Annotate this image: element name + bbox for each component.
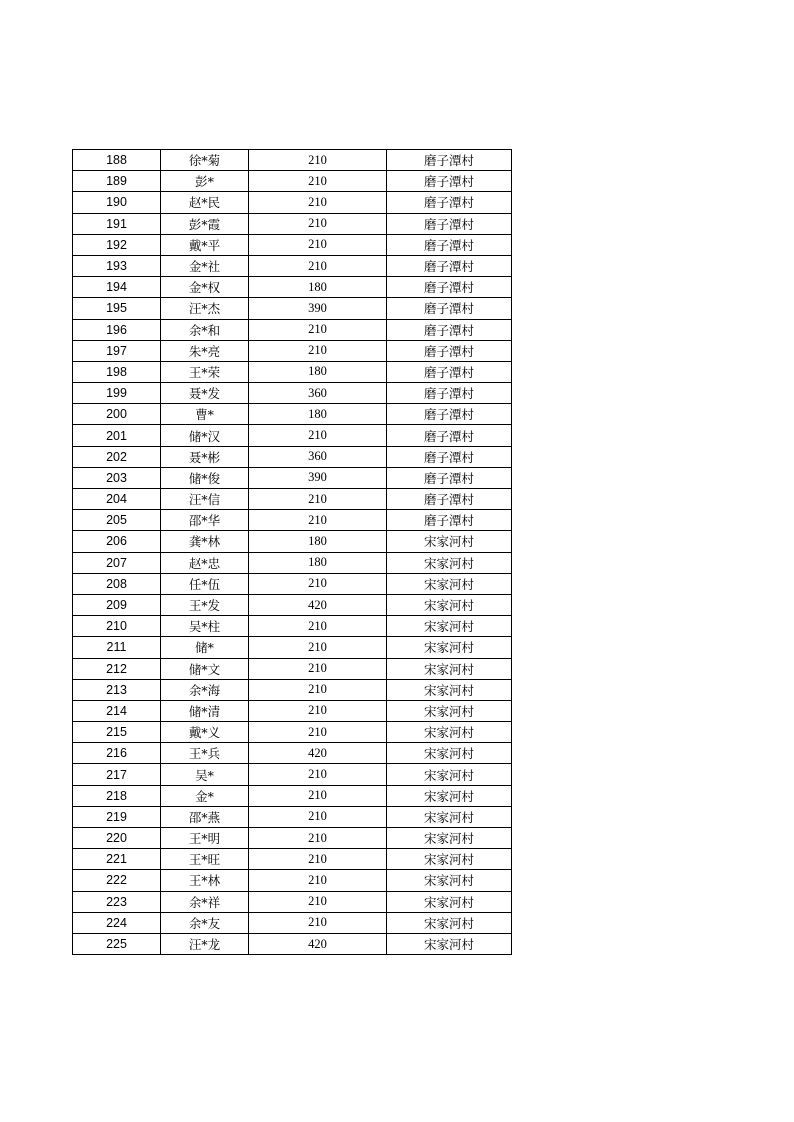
table-row [73, 764, 512, 785]
amount-cell: 420 [249, 743, 387, 764]
amount-cell: 390 [249, 467, 387, 488]
village-cell: 磨子潭村 [387, 277, 512, 298]
table-row [73, 383, 512, 404]
subsidy-table-container [72, 149, 512, 955]
amount-cell: 360 [249, 446, 387, 467]
amount-cell: 210 [249, 785, 387, 806]
village-cell: 宋家河村 [387, 764, 512, 785]
row-number-cell: 188 [73, 150, 161, 171]
village-cell: 宋家河村 [387, 743, 512, 764]
person-name-cell: 龚*林 [161, 531, 249, 552]
row-number-cell: 203 [73, 467, 161, 488]
table-row [73, 700, 512, 721]
amount-cell: 210 [249, 573, 387, 594]
person-name-cell: 吴*柱 [161, 616, 249, 637]
amount-cell: 210 [249, 616, 387, 637]
table-row [73, 510, 512, 531]
amount-cell: 210 [249, 658, 387, 679]
amount-cell: 210 [249, 828, 387, 849]
row-number-cell: 217 [73, 764, 161, 785]
table-row [73, 361, 512, 382]
row-number-cell: 198 [73, 361, 161, 382]
person-name-cell: 任*伍 [161, 573, 249, 594]
row-number-cell: 209 [73, 594, 161, 615]
amount-cell: 180 [249, 361, 387, 382]
village-cell: 宋家河村 [387, 637, 512, 658]
village-cell: 磨子潭村 [387, 234, 512, 255]
table-row [73, 150, 512, 171]
row-number-cell: 190 [73, 192, 161, 213]
village-cell: 磨子潭村 [387, 446, 512, 467]
table-row [73, 552, 512, 573]
table-row [73, 658, 512, 679]
village-cell: 磨子潭村 [387, 404, 512, 425]
village-cell: 宋家河村 [387, 891, 512, 912]
table-row [73, 785, 512, 806]
row-number-cell: 195 [73, 298, 161, 319]
table-row [73, 298, 512, 319]
amount-cell: 420 [249, 594, 387, 615]
person-name-cell: 聂*彬 [161, 446, 249, 467]
village-cell: 宋家河村 [387, 828, 512, 849]
village-cell: 磨子潭村 [387, 298, 512, 319]
person-name-cell: 储* [161, 637, 249, 658]
amount-cell: 210 [249, 171, 387, 192]
amount-cell: 210 [249, 489, 387, 510]
village-cell: 宋家河村 [387, 700, 512, 721]
subsidy-table [72, 149, 512, 955]
person-name-cell: 赵*忠 [161, 552, 249, 573]
village-cell: 宋家河村 [387, 806, 512, 827]
person-name-cell: 戴*平 [161, 234, 249, 255]
table-row [73, 277, 512, 298]
person-name-cell: 王*发 [161, 594, 249, 615]
village-cell: 宋家河村 [387, 870, 512, 891]
amount-cell: 210 [249, 510, 387, 531]
village-cell: 宋家河村 [387, 933, 512, 954]
row-number-cell: 218 [73, 785, 161, 806]
person-name-cell: 储*汉 [161, 425, 249, 446]
row-number-cell: 216 [73, 743, 161, 764]
row-number-cell: 220 [73, 828, 161, 849]
person-name-cell: 戴*义 [161, 722, 249, 743]
row-number-cell: 223 [73, 891, 161, 912]
person-name-cell: 储*文 [161, 658, 249, 679]
row-number-cell: 210 [73, 616, 161, 637]
row-number-cell: 192 [73, 234, 161, 255]
village-cell: 磨子潭村 [387, 383, 512, 404]
table-row [73, 743, 512, 764]
person-name-cell: 邵*燕 [161, 806, 249, 827]
row-number-cell: 224 [73, 912, 161, 933]
village-cell: 宋家河村 [387, 594, 512, 615]
person-name-cell: 聂*发 [161, 383, 249, 404]
table-row [73, 637, 512, 658]
person-name-cell: 金*权 [161, 277, 249, 298]
village-cell: 宋家河村 [387, 658, 512, 679]
person-name-cell: 余*和 [161, 319, 249, 340]
village-cell: 磨子潭村 [387, 192, 512, 213]
village-cell: 宋家河村 [387, 912, 512, 933]
table-row [73, 616, 512, 637]
village-cell: 磨子潭村 [387, 467, 512, 488]
amount-cell: 210 [249, 679, 387, 700]
village-cell: 磨子潭村 [387, 171, 512, 192]
village-cell: 宋家河村 [387, 552, 512, 573]
village-cell: 磨子潭村 [387, 340, 512, 361]
row-number-cell: 221 [73, 849, 161, 870]
row-number-cell: 197 [73, 340, 161, 361]
village-cell: 磨子潭村 [387, 150, 512, 171]
row-number-cell: 194 [73, 277, 161, 298]
person-name-cell: 王*林 [161, 870, 249, 891]
amount-cell: 210 [249, 340, 387, 361]
village-cell: 宋家河村 [387, 531, 512, 552]
row-number-cell: 206 [73, 531, 161, 552]
amount-cell: 210 [249, 425, 387, 446]
row-number-cell: 200 [73, 404, 161, 425]
table-row [73, 594, 512, 615]
table-row [73, 446, 512, 467]
table-row [73, 489, 512, 510]
row-number-cell: 215 [73, 722, 161, 743]
person-name-cell: 赵*民 [161, 192, 249, 213]
table-row [73, 171, 512, 192]
village-cell: 宋家河村 [387, 573, 512, 594]
person-name-cell: 王*明 [161, 828, 249, 849]
person-name-cell: 储*俊 [161, 467, 249, 488]
person-name-cell: 徐*菊 [161, 150, 249, 171]
table-row [73, 319, 512, 340]
table-body [73, 150, 512, 955]
table-row [73, 340, 512, 361]
table-row [73, 912, 512, 933]
amount-cell: 210 [249, 192, 387, 213]
row-number-cell: 219 [73, 806, 161, 827]
row-number-cell: 196 [73, 319, 161, 340]
person-name-cell: 彭* [161, 171, 249, 192]
row-number-cell: 201 [73, 425, 161, 446]
person-name-cell: 汪*杰 [161, 298, 249, 319]
village-cell: 磨子潭村 [387, 361, 512, 382]
amount-cell: 180 [249, 531, 387, 552]
village-cell: 磨子潭村 [387, 425, 512, 446]
row-number-cell: 208 [73, 573, 161, 594]
village-cell: 磨子潭村 [387, 319, 512, 340]
village-cell: 宋家河村 [387, 616, 512, 637]
amount-cell: 420 [249, 933, 387, 954]
village-cell: 磨子潭村 [387, 489, 512, 510]
amount-cell: 210 [249, 849, 387, 870]
amount-cell: 210 [249, 150, 387, 171]
table-row [73, 573, 512, 594]
row-number-cell: 225 [73, 933, 161, 954]
village-cell: 磨子潭村 [387, 510, 512, 531]
person-name-cell: 王*兵 [161, 743, 249, 764]
row-number-cell: 202 [73, 446, 161, 467]
village-cell: 磨子潭村 [387, 255, 512, 276]
row-number-cell: 199 [73, 383, 161, 404]
person-name-cell: 吴* [161, 764, 249, 785]
person-name-cell: 曹* [161, 404, 249, 425]
village-cell: 宋家河村 [387, 722, 512, 743]
row-number-cell: 222 [73, 870, 161, 891]
amount-cell: 180 [249, 404, 387, 425]
amount-cell: 210 [249, 319, 387, 340]
village-cell: 宋家河村 [387, 679, 512, 700]
row-number-cell: 211 [73, 637, 161, 658]
row-number-cell: 212 [73, 658, 161, 679]
village-cell: 宋家河村 [387, 785, 512, 806]
row-number-cell: 193 [73, 255, 161, 276]
row-number-cell: 214 [73, 700, 161, 721]
person-name-cell: 金* [161, 785, 249, 806]
amount-cell: 210 [249, 213, 387, 234]
amount-cell: 180 [249, 277, 387, 298]
table-row [73, 806, 512, 827]
village-cell: 宋家河村 [387, 849, 512, 870]
table-row [73, 234, 512, 255]
table-row [73, 722, 512, 743]
person-name-cell: 王*荣 [161, 361, 249, 382]
table-row [73, 679, 512, 700]
person-name-cell: 王*旺 [161, 849, 249, 870]
village-cell: 磨子潭村 [387, 213, 512, 234]
row-number-cell: 205 [73, 510, 161, 531]
amount-cell: 390 [249, 298, 387, 319]
table-row [73, 192, 512, 213]
table-row [73, 891, 512, 912]
table-row [73, 828, 512, 849]
row-number-cell: 213 [73, 679, 161, 700]
person-name-cell: 余*友 [161, 912, 249, 933]
person-name-cell: 储*清 [161, 700, 249, 721]
amount-cell: 210 [249, 255, 387, 276]
person-name-cell: 余*海 [161, 679, 249, 700]
person-name-cell: 汪*信 [161, 489, 249, 510]
table-row [73, 255, 512, 276]
row-number-cell: 207 [73, 552, 161, 573]
amount-cell: 360 [249, 383, 387, 404]
table-row [73, 933, 512, 954]
amount-cell: 210 [249, 806, 387, 827]
amount-cell: 210 [249, 870, 387, 891]
person-name-cell: 汪*龙 [161, 933, 249, 954]
row-number-cell: 191 [73, 213, 161, 234]
amount-cell: 210 [249, 912, 387, 933]
amount-cell: 210 [249, 700, 387, 721]
row-number-cell: 189 [73, 171, 161, 192]
amount-cell: 210 [249, 891, 387, 912]
amount-cell: 210 [249, 637, 387, 658]
person-name-cell: 余*祥 [161, 891, 249, 912]
amount-cell: 210 [249, 722, 387, 743]
person-name-cell: 邵*华 [161, 510, 249, 531]
amount-cell: 210 [249, 234, 387, 255]
table-row [73, 531, 512, 552]
table-row [73, 467, 512, 488]
amount-cell: 180 [249, 552, 387, 573]
table-row [73, 425, 512, 446]
person-name-cell: 金*社 [161, 255, 249, 276]
table-row [73, 870, 512, 891]
row-number-cell: 204 [73, 489, 161, 510]
person-name-cell: 彭*霞 [161, 213, 249, 234]
table-row [73, 849, 512, 870]
table-row [73, 404, 512, 425]
person-name-cell: 朱*亮 [161, 340, 249, 361]
amount-cell: 210 [249, 764, 387, 785]
table-row [73, 213, 512, 234]
